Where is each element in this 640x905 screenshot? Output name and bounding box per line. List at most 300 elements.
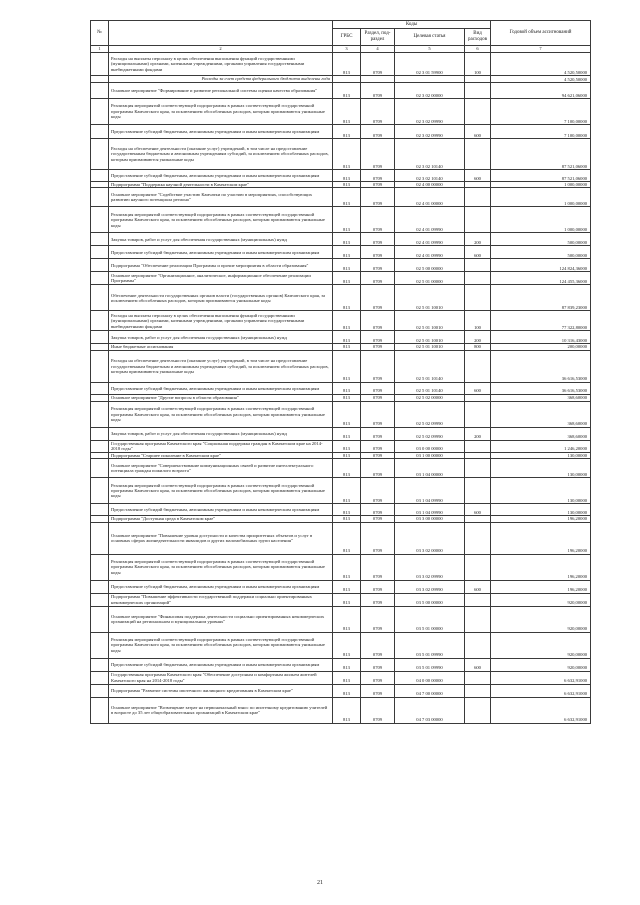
expense-type-cell: 200 <box>465 331 491 344</box>
expense-type-cell <box>465 285 491 311</box>
table-row <box>91 671 591 684</box>
grbs-cell: 813 <box>333 53 361 76</box>
target-article-cell: 02 4 01 09990 <box>395 233 465 246</box>
expense-type-cell <box>465 459 491 478</box>
header-celevaya: Целевая статья <box>395 29 465 46</box>
razdel-cell: 0709 <box>361 182 395 188</box>
table-row <box>91 697 591 723</box>
grbs-cell: 813 <box>333 83 361 99</box>
header-amount: Годовой объем ассигнований <box>491 21 591 46</box>
amount-cell: 196,20000 <box>491 522 591 554</box>
grbs-cell: 813 <box>333 401 361 427</box>
num-cell <box>91 272 109 285</box>
expense-type-cell <box>465 207 491 233</box>
name-cell: Предоставление субсидий бюджетным, автономным учреждениям и иным некоммерческим организациям <box>109 504 333 516</box>
name-cell: Подпрограмма "Доступная среда в Камчатском крае" <box>109 516 333 522</box>
expense-type-cell <box>465 83 491 99</box>
table-row <box>91 632 591 658</box>
table-row <box>91 139 591 170</box>
razdel-cell <box>361 76 395 83</box>
col-number-2: 2 <box>109 46 333 53</box>
table-header <box>91 21 591 53</box>
amount-cell: 500,00000 <box>491 233 591 246</box>
razdel-cell: 0709 <box>361 382 395 394</box>
table-row <box>91 401 591 427</box>
expense-type-cell: 600 <box>465 382 491 394</box>
name-cell: Предоставление субсидий бюджетным, автономным учреждениям и иным некоммерческим организациям <box>109 658 333 671</box>
col-number-7: 7 <box>491 46 591 53</box>
amount-cell: 130,00000 <box>491 504 591 516</box>
name-cell: Расходы за счет средств федерального бюджета выделены года <box>109 76 333 83</box>
razdel-cell: 0709 <box>361 259 395 272</box>
target-article-cell <box>395 76 465 83</box>
num-cell <box>91 311 109 331</box>
name-cell: Расходы на обеспечение деятельности (оказание услуг) учреждений, в том числе на предоставление государственным бюджетным и автономным учреждениям субсидий, за исключением обособленных расходов, которым присваиваются уникальные коды <box>109 139 333 170</box>
target-article-cell: 03 3 00 00000 <box>395 516 465 522</box>
target-article-cell: 02 5 00 00000 <box>395 259 465 272</box>
name-cell: Основное мероприятие "Другие вопросы в области образования" <box>109 394 333 401</box>
target-article-cell: 02 5 01 10140 <box>395 350 465 382</box>
target-article-cell: 04 0 00 00000 <box>395 671 465 684</box>
budget-table <box>90 20 591 724</box>
grbs-cell: 813 <box>333 522 361 554</box>
grbs-cell: 813 <box>333 285 361 311</box>
name-cell: Реализация мероприятий соответствующей подпрограммы в рамках соответствующей государственной программы Камчатского края, за исключением обособленных расходов, которым присваиваются уникальные коды <box>109 554 333 580</box>
grbs-cell: 813 <box>333 478 361 504</box>
target-article-cell: 02 4 01 09990 <box>395 246 465 259</box>
expense-type-cell <box>465 259 491 272</box>
target-article-cell: 02 5 02 00000 <box>395 394 465 401</box>
target-article-cell: 02 5 01 10010 <box>395 285 465 311</box>
table-row <box>91 188 591 207</box>
expense-type-cell <box>465 350 491 382</box>
target-article-cell: 02 5 01 10010 <box>395 344 465 350</box>
table-row <box>91 522 591 554</box>
grbs-cell: 813 <box>333 606 361 632</box>
expense-type-cell: 100 <box>465 311 491 331</box>
num-cell <box>91 83 109 99</box>
grbs-cell: 813 <box>333 139 361 170</box>
amount-cell: 920,00000 <box>491 606 591 632</box>
target-article-cell: 03 1 04 00000 <box>395 459 465 478</box>
expense-type-cell <box>465 394 491 401</box>
amount-cell: 7 100,00000 <box>491 125 591 139</box>
target-article-cell: 04 7 03 00000 <box>395 697 465 723</box>
num-cell <box>91 522 109 554</box>
num-cell <box>91 170 109 182</box>
amount-cell: 1 000,00000 <box>491 188 591 207</box>
num-cell <box>91 504 109 516</box>
razdel-cell: 0709 <box>361 233 395 246</box>
num-cell <box>91 658 109 671</box>
razdel-cell: 0709 <box>361 580 395 593</box>
num-cell <box>91 125 109 139</box>
razdel-cell: 0709 <box>361 606 395 632</box>
name-cell: Основное мероприятие "Формирование и развитие региональной системы оценки качества образования" <box>109 83 333 99</box>
name-cell: Предоставление субсидий бюджетным, автономным учреждениям и иным некоммерческим организациям <box>109 170 333 182</box>
num-cell <box>91 259 109 272</box>
num-cell <box>91 684 109 697</box>
amount-cell: 1 000,00000 <box>491 182 591 188</box>
expense-type-cell <box>465 697 491 723</box>
name-cell: Подпрограмма "Старшее поколение в Камчатском крае" <box>109 452 333 458</box>
target-article-cell: 02 5 01 10010 <box>395 331 465 344</box>
target-article-cell: 03 0 00 00000 <box>395 440 465 452</box>
expense-type-cell: 600 <box>465 658 491 671</box>
amount-cell: 196,20000 <box>491 580 591 593</box>
razdel-cell: 0709 <box>361 246 395 259</box>
table-row <box>91 478 591 504</box>
grbs-cell: 813 <box>333 311 361 331</box>
razdel-cell: 0709 <box>361 285 395 311</box>
name-cell: Государственная программа Камчатского края "Социальная поддержка граждан в Камчатском крае на 2014-2018 годы" <box>109 440 333 452</box>
num-cell <box>91 139 109 170</box>
name-cell: Предоставление субсидий бюджетным, автономным учреждениям и иным некоммерческим организациям <box>109 246 333 259</box>
name-cell: Иные бюджетные ассигнования <box>109 344 333 350</box>
table-row <box>91 427 591 440</box>
amount-cell: 1 000,00000 <box>491 207 591 233</box>
expense-type-cell <box>465 606 491 632</box>
col-number-5: 5 <box>395 46 465 53</box>
table-row <box>91 259 591 272</box>
amount-cell: 87 839,23000 <box>491 285 591 311</box>
target-article-cell: 02 3 02 10140 <box>395 139 465 170</box>
name-cell: Основное мероприятие "Повышение уровня доступности и качества приоритетных объектов и услуг в основных сферах жизнедеятельности инвалидов и других маломобильных групп населения" <box>109 522 333 554</box>
grbs-cell: 813 <box>333 684 361 697</box>
col-number-4: 4 <box>361 46 395 53</box>
num-cell <box>91 188 109 207</box>
table-row <box>91 99 591 125</box>
amount-cell: 6 632,91000 <box>491 684 591 697</box>
razdel-cell: 0709 <box>361 459 395 478</box>
table-row <box>91 53 591 76</box>
num-cell <box>91 478 109 504</box>
table-row <box>91 684 591 697</box>
expense-type-cell: 200 <box>465 427 491 440</box>
target-article-cell: 03 1 00 00000 <box>395 452 465 458</box>
amount-cell: 87 521,06000 <box>491 139 591 170</box>
amount-cell: 6 632,91000 <box>491 697 591 723</box>
razdel-cell: 0709 <box>361 311 395 331</box>
target-article-cell: 02 5 02 09990 <box>395 401 465 427</box>
expense-type-cell <box>465 272 491 285</box>
target-article-cell: 04 7 00 00000 <box>395 684 465 697</box>
name-cell: Реализация мероприятий соответствующей подпрограммы в рамках соответствующей государственной программы Камчатского края, за исключением обособленных расходов, которым присваиваются уникальные коды <box>109 99 333 125</box>
name-cell: Расходы на выплаты персоналу в целях обеспечения выполнения функций государственными (муниципальными) органами, казенными учреждениями, органами управления государственными внебюджетными фондами <box>109 311 333 331</box>
header-vid: Вид расходов <box>465 29 491 46</box>
amount-cell: 200,00000 <box>491 344 591 350</box>
amount-cell: 368,60000 <box>491 401 591 427</box>
razdel-cell: 0709 <box>361 427 395 440</box>
amount-cell: 36 616,53000 <box>491 350 591 382</box>
name-cell: Предоставление субсидий бюджетным, автономным учреждениям и иным некоммерческим организациям <box>109 580 333 593</box>
num-cell <box>91 593 109 606</box>
table-row <box>91 285 591 311</box>
expense-type-cell: 100 <box>465 53 491 76</box>
target-article-cell: 03 3 02 09990 <box>395 554 465 580</box>
name-cell: Государственная программа Камчатского края "Обеспечение доступным и комфортным жильем жителей Камчатского края на 2014-2018 годы" <box>109 671 333 684</box>
num-cell <box>91 233 109 246</box>
budget-table-sheet <box>90 20 590 724</box>
num-cell <box>91 394 109 401</box>
target-article-cell: 03 1 04 09990 <box>395 478 465 504</box>
amount-cell: 130,00000 <box>491 452 591 458</box>
header-number: № <box>91 21 109 46</box>
num-cell <box>91 331 109 344</box>
grbs-cell: 813 <box>333 246 361 259</box>
amount-cell: 7 100,00000 <box>491 99 591 125</box>
razdel-cell: 0709 <box>361 522 395 554</box>
table-row <box>91 233 591 246</box>
table-row <box>91 170 591 182</box>
num-cell <box>91 671 109 684</box>
expense-type-cell: 600 <box>465 125 491 139</box>
name-cell: Обеспечение деятельности государственных органов власти (государственных органов) Камчатского края, за исключением обособленных расходов, которым присваиваются уникальные коды <box>109 285 333 311</box>
amount-cell: 4 520,50000 <box>491 53 591 76</box>
table-row <box>91 606 591 632</box>
amount-cell: 500,00000 <box>491 246 591 259</box>
table-row <box>91 272 591 285</box>
expense-type-cell <box>465 671 491 684</box>
table-row <box>91 246 591 259</box>
amount-cell: 920,00000 <box>491 632 591 658</box>
grbs-cell: 813 <box>333 182 361 188</box>
amount-cell: 77 322,80000 <box>491 311 591 331</box>
razdel-cell: 0709 <box>361 516 395 522</box>
razdel-cell: 0709 <box>361 658 395 671</box>
razdel-cell: 0709 <box>361 331 395 344</box>
target-article-cell: 03 3 02 09990 <box>395 580 465 593</box>
num-cell <box>91 632 109 658</box>
name-cell: Основное мероприятие "Содействие участию Камчатки по участию в мероприятиях, способствующих развитию научного потенциала региона" <box>109 188 333 207</box>
grbs-cell: 813 <box>333 394 361 401</box>
amount-cell: 1 246,20000 <box>491 440 591 452</box>
name-cell: Предоставление субсидий бюджетным, автономным учреждениям и иным некоммерческим организациям <box>109 125 333 139</box>
razdel-cell: 0709 <box>361 350 395 382</box>
name-cell: Подпрограмма "Поддержка научной деятельности в Камчатском крае" <box>109 182 333 188</box>
name-cell: Реализация мероприятий соответствующей подпрограммы в рамках соответствующей государственной программы Камчатского края, за исключением обособленных расходов, которым присваиваются уникальные коды <box>109 478 333 504</box>
target-article-cell: 02 3 01 59900 <box>395 53 465 76</box>
amount-cell: 87 521,06000 <box>491 170 591 182</box>
num-cell <box>91 606 109 632</box>
grbs-cell: 813 <box>333 427 361 440</box>
grbs-cell: 813 <box>333 632 361 658</box>
table-row <box>91 580 591 593</box>
num-cell <box>91 427 109 440</box>
header-codes-group: Коды <box>333 21 491 29</box>
name-cell: Закупка товаров, работ и услуг для обеспечения государственных (муниципальных) нужд <box>109 233 333 246</box>
name-cell: Закупка товаров, работ и услуг для обеспечения государственных (муниципальных) нужд <box>109 331 333 344</box>
grbs-cell: 813 <box>333 272 361 285</box>
razdel-cell: 0709 <box>361 593 395 606</box>
expense-type-cell: 200 <box>465 233 491 246</box>
razdel-cell: 0709 <box>361 554 395 580</box>
name-cell: Подпрограмма "Развитие системы ипотечного жилищного кредитования в Камчатском крае" <box>109 684 333 697</box>
num-cell <box>91 382 109 394</box>
expense-type-cell <box>465 632 491 658</box>
col-number-6: 6 <box>465 46 491 53</box>
razdel-cell: 0709 <box>361 684 395 697</box>
grbs-cell: 813 <box>333 459 361 478</box>
amount-cell: 6 632,91000 <box>491 671 591 684</box>
table-row <box>91 554 591 580</box>
grbs-cell: 813 <box>333 170 361 182</box>
name-cell: Основное мероприятие "Возмещение затрат на первоначальный взнос по ипотечному кредитованию учителей в возрасте до 35 лет общеобразовательных организаций в Камчатском крае" <box>109 697 333 723</box>
grbs-cell: 813 <box>333 697 361 723</box>
num-cell <box>91 401 109 427</box>
num-cell <box>91 580 109 593</box>
razdel-cell: 0709 <box>361 53 395 76</box>
razdel-cell: 0709 <box>361 272 395 285</box>
expense-type-cell <box>465 593 491 606</box>
razdel-cell: 0709 <box>361 394 395 401</box>
name-cell: Подпрограмма "Обеспечение реализации Программы и прочие мероприятия в области образования" <box>109 259 333 272</box>
table-row <box>91 593 591 606</box>
table-body <box>91 53 591 724</box>
razdel-cell: 0709 <box>361 344 395 350</box>
num-cell <box>91 459 109 478</box>
expense-type-cell <box>465 76 491 83</box>
razdel-cell: 0709 <box>361 139 395 170</box>
num-cell <box>91 76 109 83</box>
expense-type-cell <box>465 401 491 427</box>
grbs-cell: 813 <box>333 580 361 593</box>
grbs-cell: 813 <box>333 440 361 452</box>
num-cell <box>91 697 109 723</box>
expense-type-cell <box>465 440 491 452</box>
header-grbs: ГРБС <box>333 29 361 46</box>
grbs-cell: 813 <box>333 331 361 344</box>
expense-type-cell <box>465 554 491 580</box>
grbs-cell: 813 <box>333 99 361 125</box>
amount-cell: 124 824,36000 <box>491 259 591 272</box>
grbs-cell: 813 <box>333 382 361 394</box>
num-cell <box>91 53 109 76</box>
amount-cell: 920,00000 <box>491 658 591 671</box>
amount-cell: 196,20000 <box>491 554 591 580</box>
amount-cell: 196,20000 <box>491 516 591 522</box>
expense-type-cell <box>465 478 491 504</box>
target-article-cell: 02 3 02 10140 <box>395 170 465 182</box>
header-name <box>109 21 333 46</box>
razdel-cell: 0709 <box>361 452 395 458</box>
expense-type-cell <box>465 188 491 207</box>
grbs-cell: 813 <box>333 233 361 246</box>
table-row <box>91 504 591 516</box>
expense-type-cell: 600 <box>465 504 491 516</box>
target-article-cell: 02 4 01 09990 <box>395 207 465 233</box>
grbs-cell: 813 <box>333 554 361 580</box>
table-row <box>91 76 591 83</box>
grbs-cell: 813 <box>333 207 361 233</box>
target-article-cell: 03 5 01 00000 <box>395 606 465 632</box>
target-article-cell: 03 1 04 09990 <box>395 504 465 516</box>
expense-type-cell: 600 <box>465 246 491 259</box>
amount-cell: 124 455,36000 <box>491 272 591 285</box>
grbs-cell: 813 <box>333 658 361 671</box>
target-article-cell: 03 5 01 09990 <box>395 632 465 658</box>
amount-cell: 4 520,50000 <box>491 76 591 83</box>
razdel-cell: 0709 <box>361 632 395 658</box>
amount-cell: 368,60000 <box>491 427 591 440</box>
amount-cell: 94 621,06000 <box>491 83 591 99</box>
table-row <box>91 459 591 478</box>
expense-type-cell: 600 <box>465 170 491 182</box>
razdel-cell: 0709 <box>361 207 395 233</box>
razdel-cell: 0709 <box>361 478 395 504</box>
num-cell <box>91 99 109 125</box>
amount-cell: 130,00000 <box>491 478 591 504</box>
target-article-cell: 02 3 02 09990 <box>395 99 465 125</box>
target-article-cell: 02 4 00 00000 <box>395 182 465 188</box>
table-row <box>91 658 591 671</box>
name-cell: Основное мероприятие "Финансовая поддержка деятельности социально ориентированных некоммерческих организаций на региональном и муниципальном уровнях" <box>109 606 333 632</box>
grbs-cell: 813 <box>333 350 361 382</box>
target-article-cell: 03 5 00 00000 <box>395 593 465 606</box>
num-cell <box>91 554 109 580</box>
name-cell: Предоставление субсидий бюджетным, автономным учреждениям и иным некоммерческим организациям <box>109 382 333 394</box>
table-row <box>91 382 591 394</box>
target-article-cell: 02 3 02 00000 <box>395 83 465 99</box>
target-article-cell: 02 5 02 09990 <box>395 427 465 440</box>
grbs-cell: 813 <box>333 344 361 350</box>
name-cell: Реализация мероприятий соответствующей подпрограммы в рамках соответствующей государственной программы Камчатского края, за исключением обособленных расходов, которым присваиваются уникальные коды <box>109 401 333 427</box>
name-cell: Основное мероприятие "Организационное, аналитическое, информационное обеспечение реализации Программы" <box>109 272 333 285</box>
name-cell: Расходы на выплаты персоналу в целях обеспечения выполнения функций государственными (муниципальными) органами, казенными учреждениями, органами управления государственными внебюджетными фондами <box>109 53 333 76</box>
razdel-cell: 0709 <box>361 83 395 99</box>
table-row <box>91 440 591 452</box>
razdel-cell: 0709 <box>361 697 395 723</box>
grbs-cell: 813 <box>333 504 361 516</box>
name-cell: Основное мероприятие "Совершенствование коммуникационных связей и развитие интеллектуального потенциала граждан пожилого возраста" <box>109 459 333 478</box>
razdel-cell: 0709 <box>361 440 395 452</box>
target-article-cell: 02 5 01 00000 <box>395 272 465 285</box>
target-article-cell: 02 5 01 10140 <box>395 382 465 394</box>
expense-type-cell <box>465 99 491 125</box>
grbs-cell: 813 <box>333 671 361 684</box>
amount-cell: 10 316,43000 <box>491 331 591 344</box>
num-cell <box>91 246 109 259</box>
razdel-cell: 0709 <box>361 170 395 182</box>
table-row <box>91 311 591 331</box>
target-article-cell: 02 5 01 10010 <box>395 311 465 331</box>
table-row <box>91 350 591 382</box>
razdel-cell: 0709 <box>361 125 395 139</box>
table-row <box>91 83 591 99</box>
grbs-cell: 813 <box>333 259 361 272</box>
amount-cell: 920,00000 <box>491 593 591 606</box>
name-cell: Реализация мероприятий соответствующей подпрограммы в рамках соответствующей государственной программы Камчатского края, за исключением обособленных расходов, которым присваиваются уникальные коды <box>109 632 333 658</box>
num-cell <box>91 440 109 452</box>
grbs-cell: 813 <box>333 188 361 207</box>
table-row <box>91 207 591 233</box>
grbs-cell <box>333 76 361 83</box>
table-row <box>91 125 591 139</box>
grbs-cell: 813 <box>333 125 361 139</box>
expense-type-cell <box>465 684 491 697</box>
target-article-cell: 03 3 02 00000 <box>395 522 465 554</box>
page-number: 21 <box>317 880 323 886</box>
target-article-cell: 02 3 02 09990 <box>395 125 465 139</box>
grbs-cell: 813 <box>333 452 361 458</box>
amount-cell: 36 616,53000 <box>491 382 591 394</box>
expense-type-cell <box>465 139 491 170</box>
num-cell <box>91 285 109 311</box>
table-row <box>91 331 591 344</box>
razdel-cell: 0709 <box>361 401 395 427</box>
name-cell: Реализация мероприятий соответствующей подпрограммы в рамках соответствующей государственной программы Камчатского края, за исключением обособленных расходов, которым присваиваются уникальные коды <box>109 207 333 233</box>
header-razdel: Раздел, под-раздел <box>361 29 395 46</box>
